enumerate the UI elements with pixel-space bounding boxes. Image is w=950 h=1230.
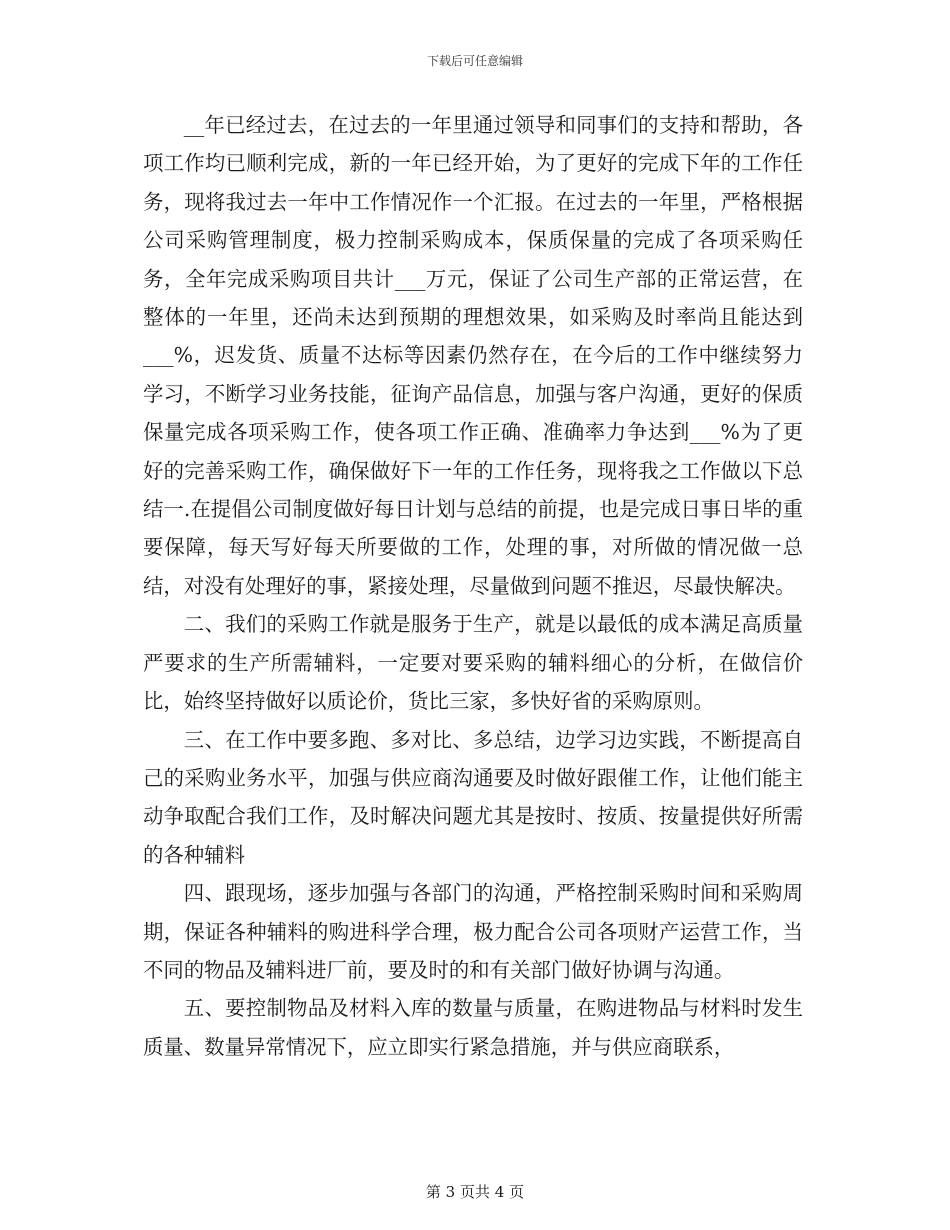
paragraph-3: 三、在工作中要多跑、多对比、多总结，边学习边实践，不断提高自己的采购业务水平，加强与供应商沟通要及时做好跟催工作，让他们能主动争取配合我们工作，及时解决问题尤其是按时、按质、按量提供好所需的各种辅料 bbox=[143, 727, 803, 867]
paragraph-2: 二、我们的采购工作就是服务于生产，就是以最低的成本满足高质量严要求的生产所需辅料，一定要对要采购的辅料细心的分析，在做信价比，始终坚持做好以质论价，货比三家，多快好省的采购原则。 bbox=[143, 612, 803, 714]
paragraph-intro: __年已经过去，在过去的一年里通过领导和同事们的支持和帮助，各项工作均已顺利完成，新的一年已经开始，为了更好的完成下年的工作任务，现将我过去一年中工作情况作一个汇报。在过去的一年里，严格根据公司采购管理制度，极力控制采购成本，保质保量的完成了各项采购任务，全年完成采购项目共计___万元，保证了公司生产部的正常运营，在整体的一年里，还尚未达到预期的理想效果，如采购及时率尚且能达到___%，迟发货、质量不达标等因素仍然存在，在今后的工作中继续努力学习，不断学习业务技能，征询产品信息，加强与客户沟通，更好的保质保量完成各项采购工作，使各项工作正确、准确率力争达到___%为了更好的完善采购工作，确保做好下一年的工作任务，现将我之工作做以下总结一.在提倡公司制度做好每日计划与总结的前提，也是完成日事日毕的重要保障，每天写好每天所要做的工作，处理的事，对所做的情况做一总结，对没有处理好的事，紧接处理，尽量做到问题不推迟，尽最快解决。 bbox=[143, 113, 803, 598]
paragraph-4: 四、跟现场，逐步加强与各部门的沟通，严格控制采购时间和采购周期，保证各种辅料的购进科学合理，极力配合公司各项财产运营工作，当不同的物品及辅料进厂前，要及时的和有关部门做好协调与沟通。 bbox=[143, 881, 803, 982]
page-number: 第 3 页共 4 页 bbox=[425, 1183, 525, 1201]
page-header: 下载后可任意编辑 bbox=[426, 54, 523, 68]
paragraph-5: 五、要控制物品及材料入库的数量与质量，在购进物品与材料时发生质量、数量异常情况下，应立即实行紧急措施，并与供应商联系， bbox=[143, 996, 803, 1059]
document-body bbox=[143, 106, 803, 1066]
